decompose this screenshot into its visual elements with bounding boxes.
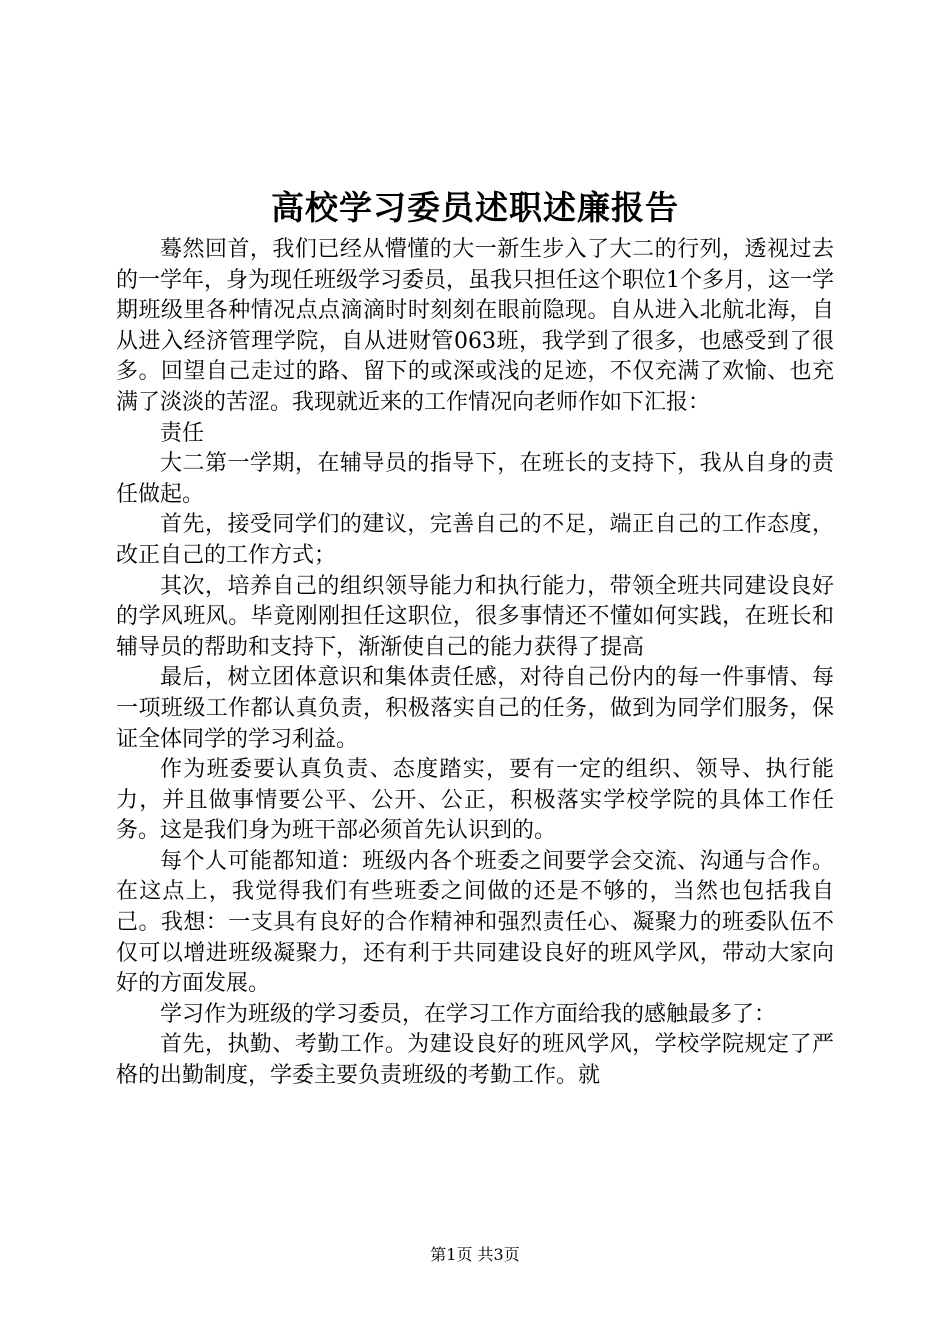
- page-number-footer: 第1页 共3页: [430, 1245, 520, 1264]
- paragraph: 蓦然回首，我们已经从懵懂的大一新生步入了大二的行列，透视过去的一学年，身为现任班级学习委员，虽我只担任这个职位1个多月，这一学期班级里各种情况点点滴滴时时刻刻在眼前隐现。自从进入北航北海，自从进入经济管理学院，自从进财管063班，我学到了很多，也感受到了很多。回望自己走过的路、留下的或深或浅的足迹，不仅充满了欢愉、也充满了淡淡的苦涩。我现就近来的工作情况向老师作如下汇报：: [116, 237, 834, 415]
- paragraph: 每个人可能都知道：班级内各个班委之间要学会交流、沟通与合作。在这点上，我觉得我们有些班委之间做的还是不够的，当然也包括我自己。我想：一支具有良好的合作精神和强烈责任心、凝聚力的班委队伍不仅可以增进班级凝聚力，还有利于共同建设良好的班风学风，带动大家向好的方面发展。: [116, 848, 834, 997]
- paragraph: 作为班委要认真负责、态度踏实，要有一定的组织、领导、执行能力，并且做事情要公平、公开、公正，积极落实学校学院的具体工作任务。这是我们身为班干部必须首先认识到的。: [116, 757, 834, 844]
- paragraph: 首先，执勤、考勤工作。为建设良好的班风学风，学校学院规定了严格的出勤制度，学委主要负责班级的考勤工作。就: [116, 1032, 834, 1089]
- paragraph: 学习作为班级的学习委员，在学习工作方面给我的感触最多了：: [160, 1001, 777, 1027]
- paragraph: 首先，接受同学们的建议，完善自己的不足，端正自己的工作态度，改正自己的工作方式；: [116, 512, 834, 568]
- document-body: [116, 235, 834, 1092]
- paragraph: 大二第一学期，在辅导员的指导下，在班长的支持下，我从自身的责任做起。: [116, 451, 834, 507]
- paragraph: 最后，树立团体意识和集体责任感，对待自己份内的每一件事情、每一项班级工作都认真负责，积极落实自己的任务，做到为同学们服务，保证全体同学的学习利益。: [116, 665, 834, 752]
- document-title: 高校学习委员述职述廉报告: [271, 188, 679, 227]
- section-heading-responsibility: 责任: [160, 420, 205, 446]
- paragraph: 其次，培养自己的组织领导能力和执行能力，带领全班共同建设良好的学风班风。毕竟刚刚担任这职位，很多事情还不懂如何实践，在班长和辅导员的帮助和支持下，渐渐使自己的能力获得了提高: [116, 573, 834, 660]
